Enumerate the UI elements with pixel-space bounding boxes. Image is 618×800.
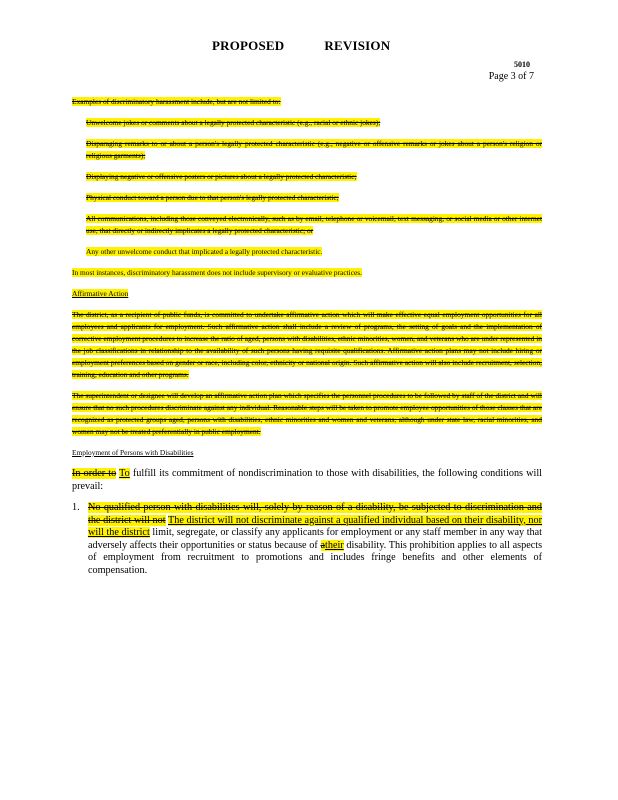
disabilities-item-1: 1. No qualified person with disabilities will, solely by reason of a disability, be subjected to discrimination and the district will not The district will not discriminate against a qualified individual based on their disability, nor will the district limit, segregate, or classify any applicants for employment or any staff member in any way that adversely affects their opportunities or status because of atheir disability. This prohibition applies to all aspects of employment from recruitment to promotions and includes fringe benefits and other elements of compensation. [72,502,543,576]
title-word-proposed: PROPOSED [212,38,285,53]
list-item: Displaying negative or offensive posters or pictures about a legally protected characteristic; [86,172,357,181]
list-item: Physical conduct toward a person due to that person's legally protected characteristic; [86,193,339,202]
list-item: Any other unwelcome conduct that implicated a legally protected characteristic. [86,247,323,256]
title-word-revision: REVISION [324,38,391,53]
examples-list [72,117,542,258]
list-item: Disparaging remarks to or about a person's legally protected characteristic (e.g., negative or offensive remarks or jokes about a person's religion or religious garments); [86,139,542,160]
disabilities-intro: In order to To fulfill its commitment of nondiscrimination to those with disabilities, the following conditions will prevail: [72,468,542,492]
disabilities-heading: Employment of Persons with Disabilities [72,448,194,457]
page-number: Page 3 of 7 [488,71,534,82]
item-number: 1. [72,502,80,513]
affirmative-action-paragraph-1: The district, as a recipient of public funds, is committed to undertake affirmative action which will make effective equal employment opportunities for all employees and applicants for employment. Such affirmative action shall include a review of programs, the setting of goals and the implementation of corrective employment procedures to increase the ratio of aged, persons with disabilities, ethnic minorities, women, and veterans who are under represented in the job classifications in relationship to the availability of such persons having requisite qualifications. Affirmative action plans may not include hiring or employment preferences based on gender or race, including color, ethnicity or national origin. Such affirmative action will also include recruitment, selection, training, education and other programs. [72,310,542,379]
affirmative-action-heading: Affirmative Action [72,289,129,298]
list-item: Unwelcome jokes or comments about a legally protected characteristic (e.g., racial or ethnic jokes); [86,118,381,127]
affirmative-action-paragraph-2: The superintendent or designee will develop an affirmative action plan which specifies the personnel procedures to be followed by staff of the district and will ensure that no such procedures discriminate against any individual. Reasonable steps will be taken to promote employee opportunities of those classes that are recognized as protected groups aged, persons with disabilities, ethnic minorities and women and veterans, although under state law, racial minorities, and women may not be treated preferentially in public employment. [72,391,542,436]
document-title [212,38,390,54]
list-item: All communications, including those conveyed electronically, such as by email, telephone or voicemail, text messaging, or social media or other internet use, that directly or indirectly implicates a legally protected characteristic; or [86,214,542,235]
examples-closing: In most instances, discriminatory harassment does not include supervisory or evaluative practices. [72,268,363,277]
document-body [72,96,542,586]
examples-intro: Examples of discriminatory harassment include, but are not limited to: [72,97,281,106]
policy-code: 5010 [514,60,530,69]
